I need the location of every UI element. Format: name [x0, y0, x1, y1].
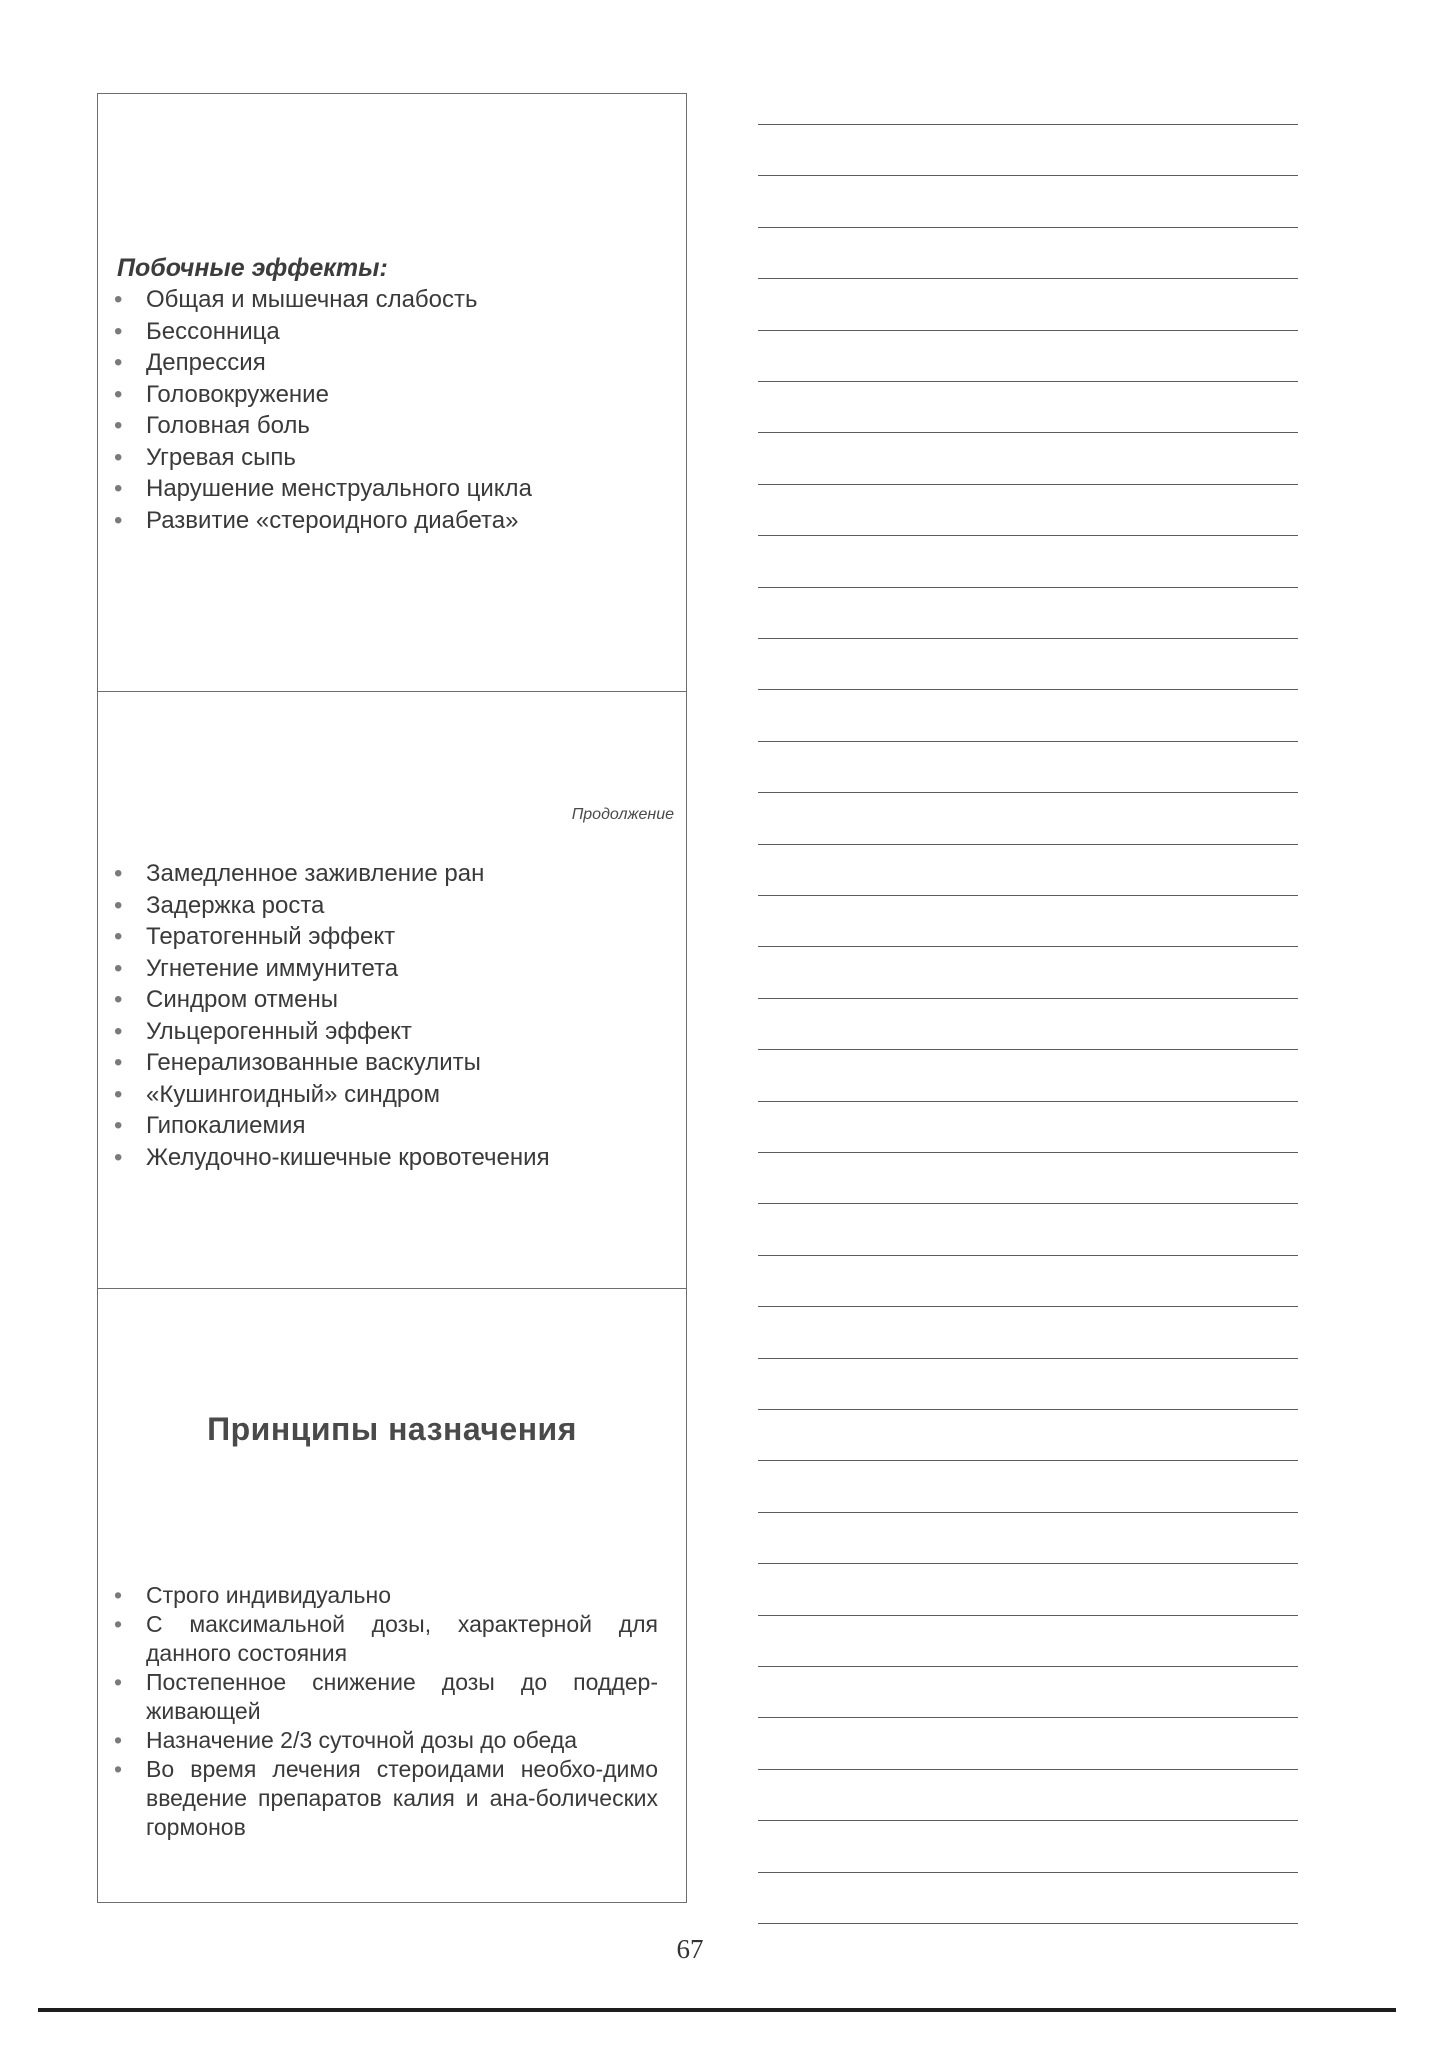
bullet-icon: •: [114, 986, 123, 1013]
bullet-icon: •: [114, 923, 123, 950]
note-line: [758, 484, 1298, 485]
list-item: [112, 505, 532, 537]
note-line: [758, 1409, 1298, 1410]
note-line: [758, 638, 1298, 639]
note-line: [758, 1512, 1298, 1513]
bullet-icon: •: [114, 286, 123, 313]
note-line: [758, 1563, 1298, 1564]
list-item: [112, 284, 532, 316]
list-item-text: Ульцерогенный эффект: [146, 1017, 412, 1045]
list-item-text: Генерализованные васкулиты: [146, 1049, 481, 1076]
note-line: [758, 1872, 1298, 1873]
note-line: [758, 1717, 1298, 1718]
list-item: [112, 1110, 550, 1142]
bullet-icon: •: [114, 1143, 123, 1171]
list-item: [112, 921, 550, 953]
list-item-text: Назначение 2/3 суточной дозы до обеда: [146, 1727, 578, 1753]
bullet-icon: •: [114, 475, 123, 502]
note-line: [758, 1769, 1298, 1770]
bullet-icon: •: [114, 380, 123, 408]
bullet-icon: •: [114, 891, 123, 919]
note-line: [758, 587, 1298, 588]
list-item: [112, 473, 532, 505]
slide-title: Принципы назначения: [207, 1411, 577, 1447]
list-item-text: Тератогенный эффект: [146, 923, 396, 950]
slide-heading: Побочные эффекты:: [117, 254, 388, 282]
side-effects-continued-list: [112, 858, 550, 1173]
list-item: [112, 890, 550, 922]
list-item: [112, 1016, 550, 1048]
list-item: [112, 1668, 658, 1726]
slide-side-effects-continued: [98, 692, 686, 1289]
note-line: [758, 1306, 1298, 1307]
note-line: [758, 1203, 1298, 1204]
note-line: [758, 689, 1298, 690]
list-item-text: Головокружение: [146, 380, 329, 408]
note-line: [758, 1820, 1298, 1821]
list-item-text: Гипокалиемия: [146, 1112, 306, 1139]
list-item: [112, 1726, 658, 1755]
list-item-text: Замедленное заживление ран: [146, 860, 485, 887]
slide-prescription-principles: [98, 1289, 686, 1902]
note-line: [758, 741, 1298, 742]
bullet-icon: •: [114, 443, 123, 471]
list-item: [112, 953, 550, 985]
bullet-icon: •: [114, 412, 123, 439]
list-item-text: Желудочно-кишечные кровотечения: [146, 1143, 550, 1171]
list-item: [112, 1581, 658, 1610]
list-item-text: Угнетение иммунитета: [146, 954, 399, 982]
list-item-text: Общая и мышечная слабость: [146, 286, 478, 313]
bottom-rule: [38, 2008, 1396, 2012]
note-line: [758, 432, 1298, 433]
note-line: [758, 278, 1298, 279]
list-item-text: Развитие «стероидного диабета»: [146, 506, 519, 534]
note-line: [758, 1923, 1298, 1924]
bullet-icon: •: [114, 1669, 123, 1695]
note-line: [758, 227, 1298, 228]
list-item-text: Угревая сыпь: [146, 443, 296, 471]
note-line: [758, 1152, 1298, 1153]
list-item-text: Нарушение менструального цикла: [146, 475, 532, 502]
list-item: [112, 410, 532, 442]
note-line: [758, 175, 1298, 176]
list-item-text: Бессонница: [146, 317, 280, 345]
note-line: [758, 844, 1298, 845]
bullet-icon: •: [114, 1727, 123, 1753]
list-item: [112, 347, 532, 379]
slide-side-effects: [98, 94, 686, 692]
list-item-text: Строго индивидуально: [146, 1582, 392, 1608]
list-item: [112, 379, 532, 411]
list-item: [112, 1047, 550, 1079]
list-item-text: Депрессия: [146, 349, 266, 376]
note-line: [758, 330, 1298, 331]
side-effects-list: [112, 284, 532, 536]
list-item-text: С максимальной дозы, характерной для данного состояния: [146, 1611, 658, 1666]
list-item: [112, 442, 532, 474]
list-item: [112, 1755, 658, 1842]
note-line: [758, 1358, 1298, 1359]
bullet-icon: •: [114, 1017, 123, 1045]
note-line: [758, 792, 1298, 793]
continuation-label: Продолжение: [571, 806, 674, 823]
list-item-text: Во время лечения стероидами необхо-димо введение препаратов калия и ана-болических гормонов: [146, 1756, 658, 1840]
list-item: [112, 1142, 550, 1174]
note-line: [758, 1460, 1298, 1461]
bullet-icon: •: [114, 349, 123, 376]
list-item-text: Синдром отмены: [146, 986, 339, 1013]
list-item-text: Головная боль: [146, 412, 310, 439]
note-line: [758, 1049, 1298, 1050]
slides-column: [97, 93, 687, 1903]
bullet-icon: •: [114, 1049, 123, 1076]
list-item-text: Постепенное снижение дозы до поддер-живающей: [146, 1669, 658, 1724]
list-item: [112, 984, 550, 1016]
bullet-icon: •: [114, 1112, 123, 1139]
note-line: [758, 895, 1298, 896]
bullet-icon: •: [114, 860, 123, 887]
list-item: [112, 1610, 658, 1668]
list-item: [112, 1079, 550, 1111]
bullet-icon: •: [114, 317, 123, 345]
note-line: [758, 1666, 1298, 1667]
notes-lines: [758, 124, 1298, 1884]
bullet-icon: •: [114, 1582, 123, 1608]
note-line: [758, 381, 1298, 382]
bullet-icon: •: [114, 1756, 123, 1782]
note-line: [758, 124, 1298, 125]
page-number: 67: [676, 1934, 704, 1964]
principles-list: [112, 1581, 658, 1842]
note-line: [758, 1255, 1298, 1256]
note-line: [758, 998, 1298, 999]
note-line: [758, 946, 1298, 947]
note-line: [758, 535, 1298, 536]
bullet-icon: •: [114, 954, 123, 982]
list-item-text: Задержка роста: [146, 891, 325, 919]
bullet-icon: •: [114, 506, 123, 534]
bullet-icon: •: [114, 1080, 123, 1108]
list-item: [112, 316, 532, 348]
note-line: [758, 1101, 1298, 1102]
list-item: [112, 858, 550, 890]
list-item-text: «Кушингоидный» синдром: [146, 1080, 441, 1108]
note-line: [758, 1615, 1298, 1616]
bullet-icon: •: [114, 1611, 123, 1637]
